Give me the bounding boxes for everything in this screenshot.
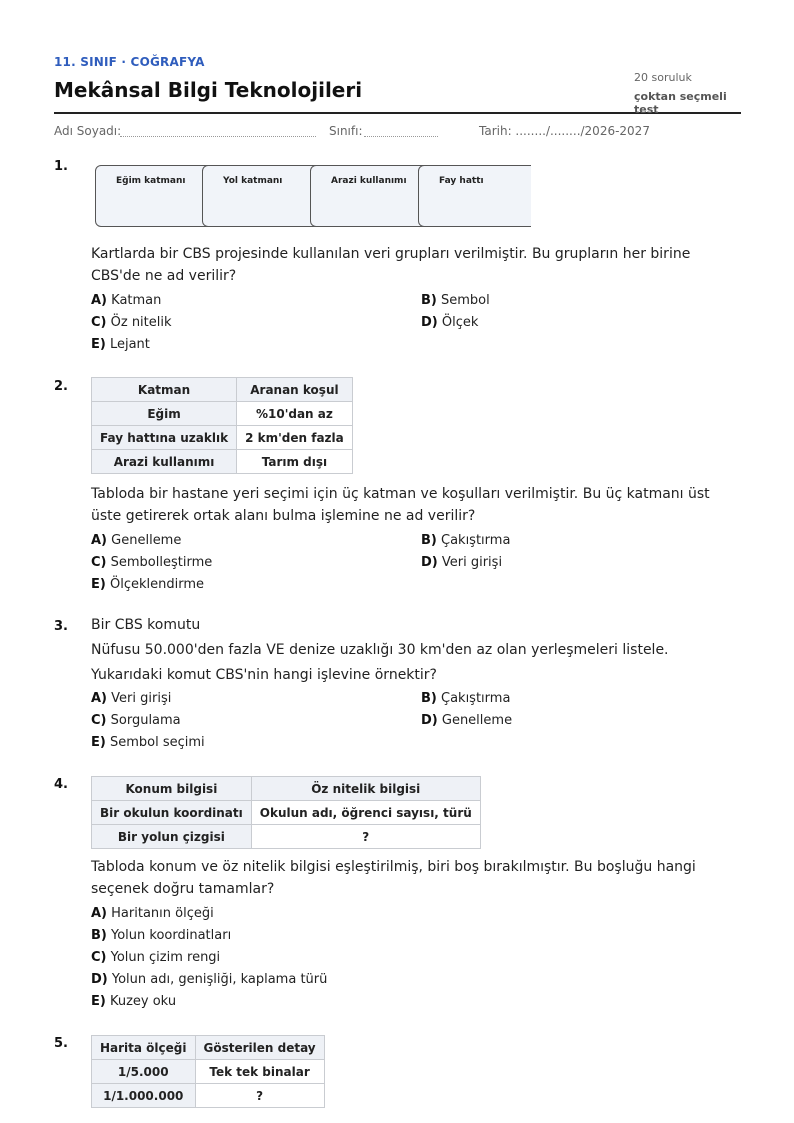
table-cell: Okulun adı, öğrenci sayısı, türü <box>251 801 480 825</box>
question-number: 1. <box>54 159 68 174</box>
table-cell: Bir okulun koordinatı <box>92 801 252 825</box>
table-cell: %10'dan az <box>237 402 353 426</box>
option-e[interactable]: E) Ölçeklendirme <box>91 577 204 592</box>
option-a[interactable]: A) Katman <box>91 293 162 308</box>
table-header-row <box>92 777 481 801</box>
question-number: 2. <box>54 379 68 394</box>
column-header: Öz nitelik bilgisi <box>251 777 480 801</box>
command-text: Nüfusu 50.000'den fazla VE denize uzaklığı 30 km'den az olan yerleşmeleri listele. <box>91 642 669 658</box>
scale-detail-table <box>91 1035 325 1108</box>
option-b[interactable]: B) Yolun koordinatları <box>91 928 232 943</box>
option-d[interactable]: D) Genelleme <box>421 713 513 728</box>
option-c[interactable]: C) Sembolleştirme <box>91 555 213 570</box>
question-text: Tabloda konum ve öz nitelik bilgisi eşleştirilmiş, biri boş bırakılmıştır. Bu boşluğu hangi seçenek doğru tamamlar? <box>91 859 696 897</box>
card-label: Arazi kullanımı <box>331 176 407 186</box>
card-label: Eğim katmanı <box>116 176 186 186</box>
page-title: Mekânsal Bilgi Teknolojileri <box>54 78 363 102</box>
grade-subject-label: 11. SINIF · COĞRAFYA <box>54 55 205 69</box>
table-row <box>92 801 481 825</box>
option-a[interactable]: A) Veri girişi <box>91 691 172 706</box>
table-cell: 2 km'den fazla <box>237 426 353 450</box>
column-header: Katman <box>92 378 237 402</box>
table-row <box>92 1084 325 1108</box>
option-a[interactable]: A) Genelleme <box>91 533 182 548</box>
table-cell: Arazi kullanımı <box>92 450 237 474</box>
worksheet-header <box>54 0 741 114</box>
option-b[interactable]: B) Çakıştırma <box>421 533 511 548</box>
option-e[interactable]: E) Sembol seçimi <box>91 735 205 750</box>
option-c[interactable]: C) Yolun çizim rengi <box>91 950 221 965</box>
table-cell: Tarım dışı <box>237 450 353 474</box>
option-a[interactable]: A) Haritanın ölçeği <box>91 906 214 921</box>
question-text: Tabloda bir hastane yeri seçimi için üç katman ve koşulları verilmiştir. Bu üç katmanı üst üste getirerek ortak alanı bulma işlemine ne ad verilir? <box>91 486 710 524</box>
table-header-row <box>92 1036 325 1060</box>
column-header: Konum bilgisi <box>92 777 252 801</box>
table-row <box>92 450 353 474</box>
question-text: Kartlarda bir CBS projesinde kullanılan veri grupları verilmiştir. Bu grupların her birine CBS'de ne ad verilir? <box>91 246 691 284</box>
location-attribute-table <box>91 776 481 849</box>
question-number: 5. <box>54 1036 68 1051</box>
option-b[interactable]: B) Çakıştırma <box>421 691 511 706</box>
date-field[interactable]: Tarih: ......../......../2026-2027 <box>479 124 650 138</box>
class-label: Sınıfı: <box>329 124 363 138</box>
table-header-row <box>92 378 353 402</box>
question-count: 20 soruluk <box>634 71 692 84</box>
question-number: 4. <box>54 777 68 792</box>
option-e[interactable]: E) Lejant <box>91 337 150 352</box>
question-number: 3. <box>54 619 68 634</box>
table-cell: Bir yolun çizgisi <box>92 825 252 849</box>
option-e[interactable]: E) Kuzey oku <box>91 994 177 1009</box>
worksheet-page <box>54 0 741 1103</box>
condition-table <box>91 377 353 474</box>
table-row <box>92 1060 325 1084</box>
layer-card <box>202 165 327 227</box>
layer-card <box>310 165 435 227</box>
command-intro: Bir CBS komutu <box>91 617 201 633</box>
table-cell: ? <box>195 1084 324 1108</box>
name-label: Adı Soyadı: <box>54 124 122 138</box>
table-cell: ? <box>251 825 480 849</box>
table-cell: 1/5.000 <box>92 1060 196 1084</box>
table-cell: Tek tek binalar <box>195 1060 324 1084</box>
table-cell: 1/1.000.000 <box>92 1084 196 1108</box>
column-header: Harita ölçeği <box>92 1036 196 1060</box>
option-d[interactable]: D) Yolun adı, genişliği, kaplama türü <box>91 972 328 987</box>
option-c[interactable]: C) Sorgulama <box>91 713 181 728</box>
option-d[interactable]: D) Ölçek <box>421 315 479 330</box>
name-field[interactable] <box>120 136 316 137</box>
table-cell: Eğim <box>92 402 237 426</box>
option-d[interactable]: D) Veri girişi <box>421 555 503 570</box>
table-row <box>92 825 481 849</box>
column-header: Aranan koşul <box>237 378 353 402</box>
class-field[interactable] <box>364 136 438 137</box>
layer-card <box>418 165 531 227</box>
layer-cards <box>95 165 531 232</box>
test-type: çoktan seçmeli test <box>634 90 727 116</box>
option-c[interactable]: C) Öz nitelik <box>91 315 172 330</box>
question-text: Yukarıdaki komut CBS'nin hangi işlevine örnektir? <box>91 667 437 683</box>
card-label: Fay hattı <box>439 176 484 186</box>
option-b[interactable]: B) Sembol <box>421 293 490 308</box>
table-row <box>92 426 353 450</box>
table-row <box>92 402 353 426</box>
card-label: Yol katmanı <box>223 176 283 186</box>
column-header: Gösterilen detay <box>195 1036 324 1060</box>
table-cell: Fay hattına uzaklık <box>92 426 237 450</box>
